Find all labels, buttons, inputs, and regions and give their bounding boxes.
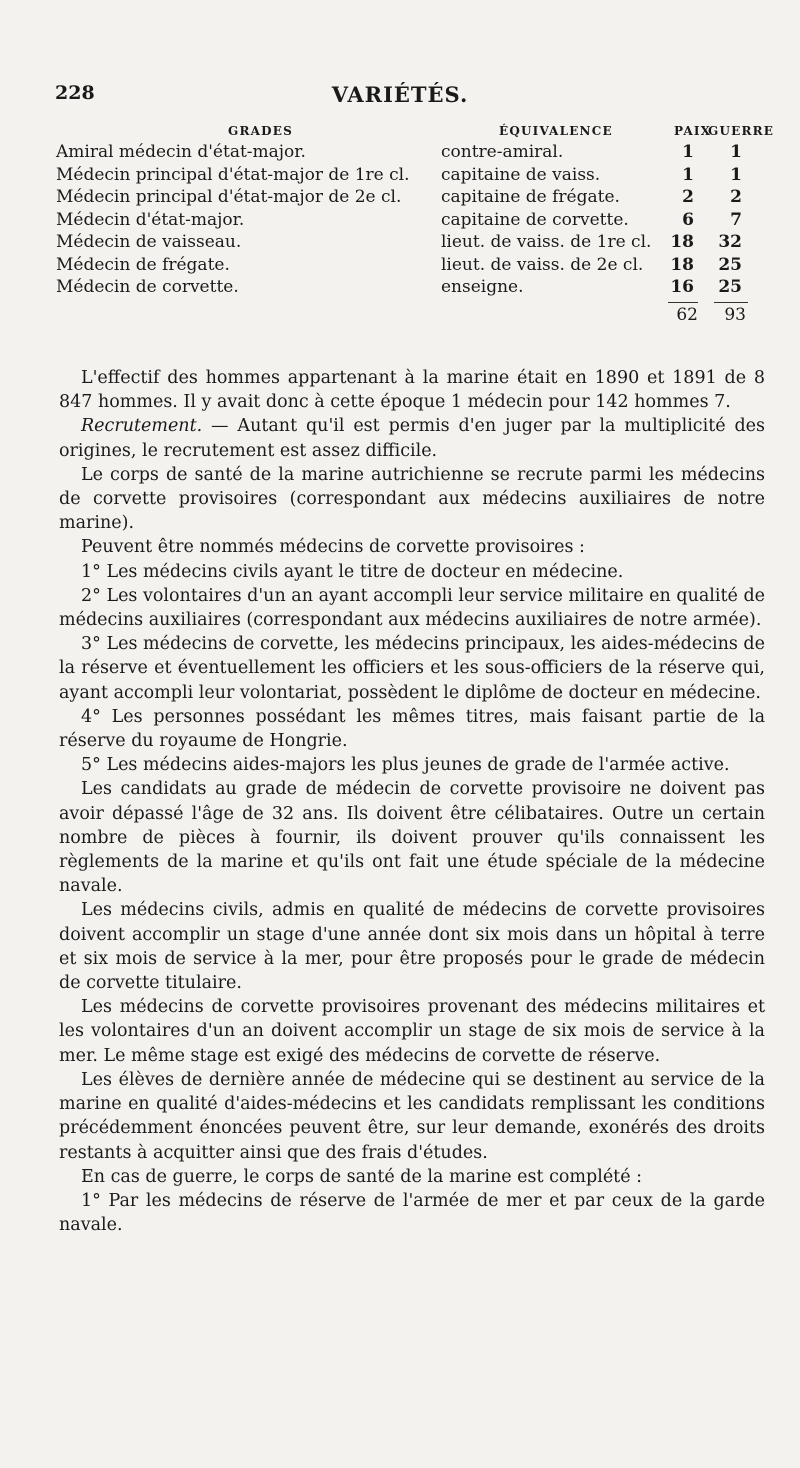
paragraph: Les médecins de corvette provisoires provenant des médecins militaires et les volontaires d'un an doivent accomplir un stage de six mois de service à la mer. Le même stage est exigé des médecins de corvette de réserve. bbox=[59, 997, 765, 1066]
cell-equivalence: lieut. de vaiss. de 2e cl. bbox=[441, 254, 644, 275]
header-equivalence: ÉQUIVALENCE bbox=[499, 124, 613, 138]
total-guerre: 93 bbox=[724, 304, 746, 325]
cell-grade: Médecin d'état-major. bbox=[56, 209, 245, 230]
header-guerre: GUERRE bbox=[708, 124, 775, 138]
cell-equivalence: capitaine de frégate. bbox=[441, 187, 620, 207]
list-item: 4° Les personnes possédant les mêmes titres, mais faisant partie de la réserve du royaume de Hongrie. bbox=[59, 706, 765, 752]
cell-grade: Médecin de corvette. bbox=[56, 277, 239, 297]
cell-paix: 1 bbox=[682, 164, 694, 185]
cell-guerre: 1 bbox=[730, 142, 742, 162]
paragraph: L'effectif des hommes appartenant à la marine était en 1890 et 1891 de 8 847 hommes. Il y avait donc à cette époque 1 médecin pour 142 hommes 7. bbox=[59, 368, 765, 413]
paragraph: Le corps de santé de la marine autrichienne se recrute parmi les médecins de corvette provisoires (correspondant aux médecins auxiliaires de notre marine). bbox=[59, 464, 765, 534]
list-item: 3° Les médecins de corvette, les médecins principaux, les aides-médecins de la réserve et éventuellement les officiers et les sous-officiers de la réserve qui, ayant accompli leur volontariat, possèdent le diplôme de docteur en médecine. bbox=[59, 634, 765, 703]
cell-grade: Médecin principal d'état-major de 1re cl. bbox=[56, 164, 410, 185]
cell-paix: 18 bbox=[670, 254, 694, 275]
cell-grade: Amiral médecin d'état-major. bbox=[56, 142, 306, 162]
cell-paix: 2 bbox=[682, 187, 694, 207]
grades-table bbox=[56, 118, 775, 328]
table-row bbox=[56, 232, 768, 255]
paragraph: Peuvent être nommés médecins de corvette provisoires : bbox=[81, 537, 585, 558]
list-item: 1° Les médecins civils ayant le titre de docteur en médecine. bbox=[81, 561, 624, 582]
page-number: 228 bbox=[55, 82, 95, 104]
table-row bbox=[56, 187, 768, 210]
totals-row bbox=[56, 302, 768, 328]
paragraph-text: — Autant qu'il est permis d'en juger par la multiplicité des origines, le recrutement est assez difficile. bbox=[59, 416, 765, 461]
list-item: 2° Les volontaires d'un an ayant accompli leur service militaire en qualité de médecins auxiliaires (correspondant aux médecins auxiliaires de notre armée). bbox=[59, 585, 765, 631]
cell-guerre: 25 bbox=[718, 277, 742, 297]
paragraph: Les candidats au grade de médecin de corvette provisoire ne doivent pas avoir dépassé l'âge de 32 ans. Ils doivent être célibataires. Outre un certain nombre de pièces à fournir, ils doivent prouver qu'ils connaissent les règlements de la marine et qu'ils ont fait une étude spéciale de la médecine navale. bbox=[59, 779, 765, 897]
cell-guerre: 2 bbox=[730, 187, 742, 207]
section-heading: Recrutement. bbox=[81, 416, 203, 437]
header-paix: PAIX bbox=[674, 124, 712, 138]
cell-paix: 1 bbox=[682, 142, 694, 162]
cell-equivalence: enseigne. bbox=[441, 277, 524, 297]
table-row bbox=[56, 277, 768, 300]
cell-grade: Médecin de vaisseau. bbox=[56, 232, 242, 252]
cell-grade: Médecin principal d'état-major de 2e cl. bbox=[56, 187, 402, 207]
running-title: VARIÉTÉS. bbox=[331, 82, 469, 107]
header-grades: GRADES bbox=[228, 124, 293, 138]
table-row bbox=[56, 142, 768, 165]
paragraph: Les médecins civils, admis en qualité de médecins de corvette provisoires doivent accomplir un stage d'une année dont six mois dans un hôpital à terre et six mois de service à la mer, pour être proposés pour le grade de médecin de corvette titulaire. bbox=[59, 900, 765, 994]
cell-equivalence: capitaine de vaiss. bbox=[441, 164, 601, 185]
cell-grade: Médecin de frégate. bbox=[56, 254, 230, 275]
paragraph-recrutement bbox=[59, 414, 765, 462]
list-item: 5° Les médecins aides-majors les plus jeunes de grade de l'armée active. bbox=[81, 755, 730, 776]
cell-guerre: 32 bbox=[718, 232, 742, 252]
cell-guerre: 7 bbox=[730, 209, 742, 230]
page-header bbox=[55, 82, 745, 112]
cell-guerre: 1 bbox=[730, 164, 742, 185]
cell-equivalence: contre-amiral. bbox=[441, 142, 564, 162]
cell-equivalence: lieut. de vaiss. de 1re cl. bbox=[441, 232, 652, 252]
total-rule-paix bbox=[668, 302, 698, 303]
list-item: 1° Par les médecins de réserve de l'armée de mer et par ceux de la garde navale. bbox=[59, 1190, 765, 1236]
table-row bbox=[56, 210, 768, 233]
table-row bbox=[56, 255, 768, 278]
cell-equivalence: capitaine de corvette. bbox=[441, 209, 629, 230]
paragraph: En cas de guerre, le corps de santé de la marine est complété : bbox=[81, 1166, 643, 1187]
table-row bbox=[56, 165, 768, 188]
cell-paix: 16 bbox=[670, 277, 694, 297]
cell-paix: 18 bbox=[670, 232, 694, 252]
paragraph: Les élèves de dernière année de médecine qui se destinent au service de la marine en qualité d'aides-médecins et les candidats remplissant les conditions précédemment énoncées peuvent être, sur leur demande, exonérés des droits restants à acquitter ainsi que des frais d'études. bbox=[59, 1069, 765, 1163]
cell-guerre: 25 bbox=[718, 254, 742, 275]
body-text bbox=[59, 366, 765, 1237]
table-header bbox=[56, 118, 775, 142]
total-paix: 62 bbox=[676, 304, 698, 325]
cell-paix: 6 bbox=[682, 209, 694, 230]
total-rule-guerre bbox=[714, 302, 748, 303]
